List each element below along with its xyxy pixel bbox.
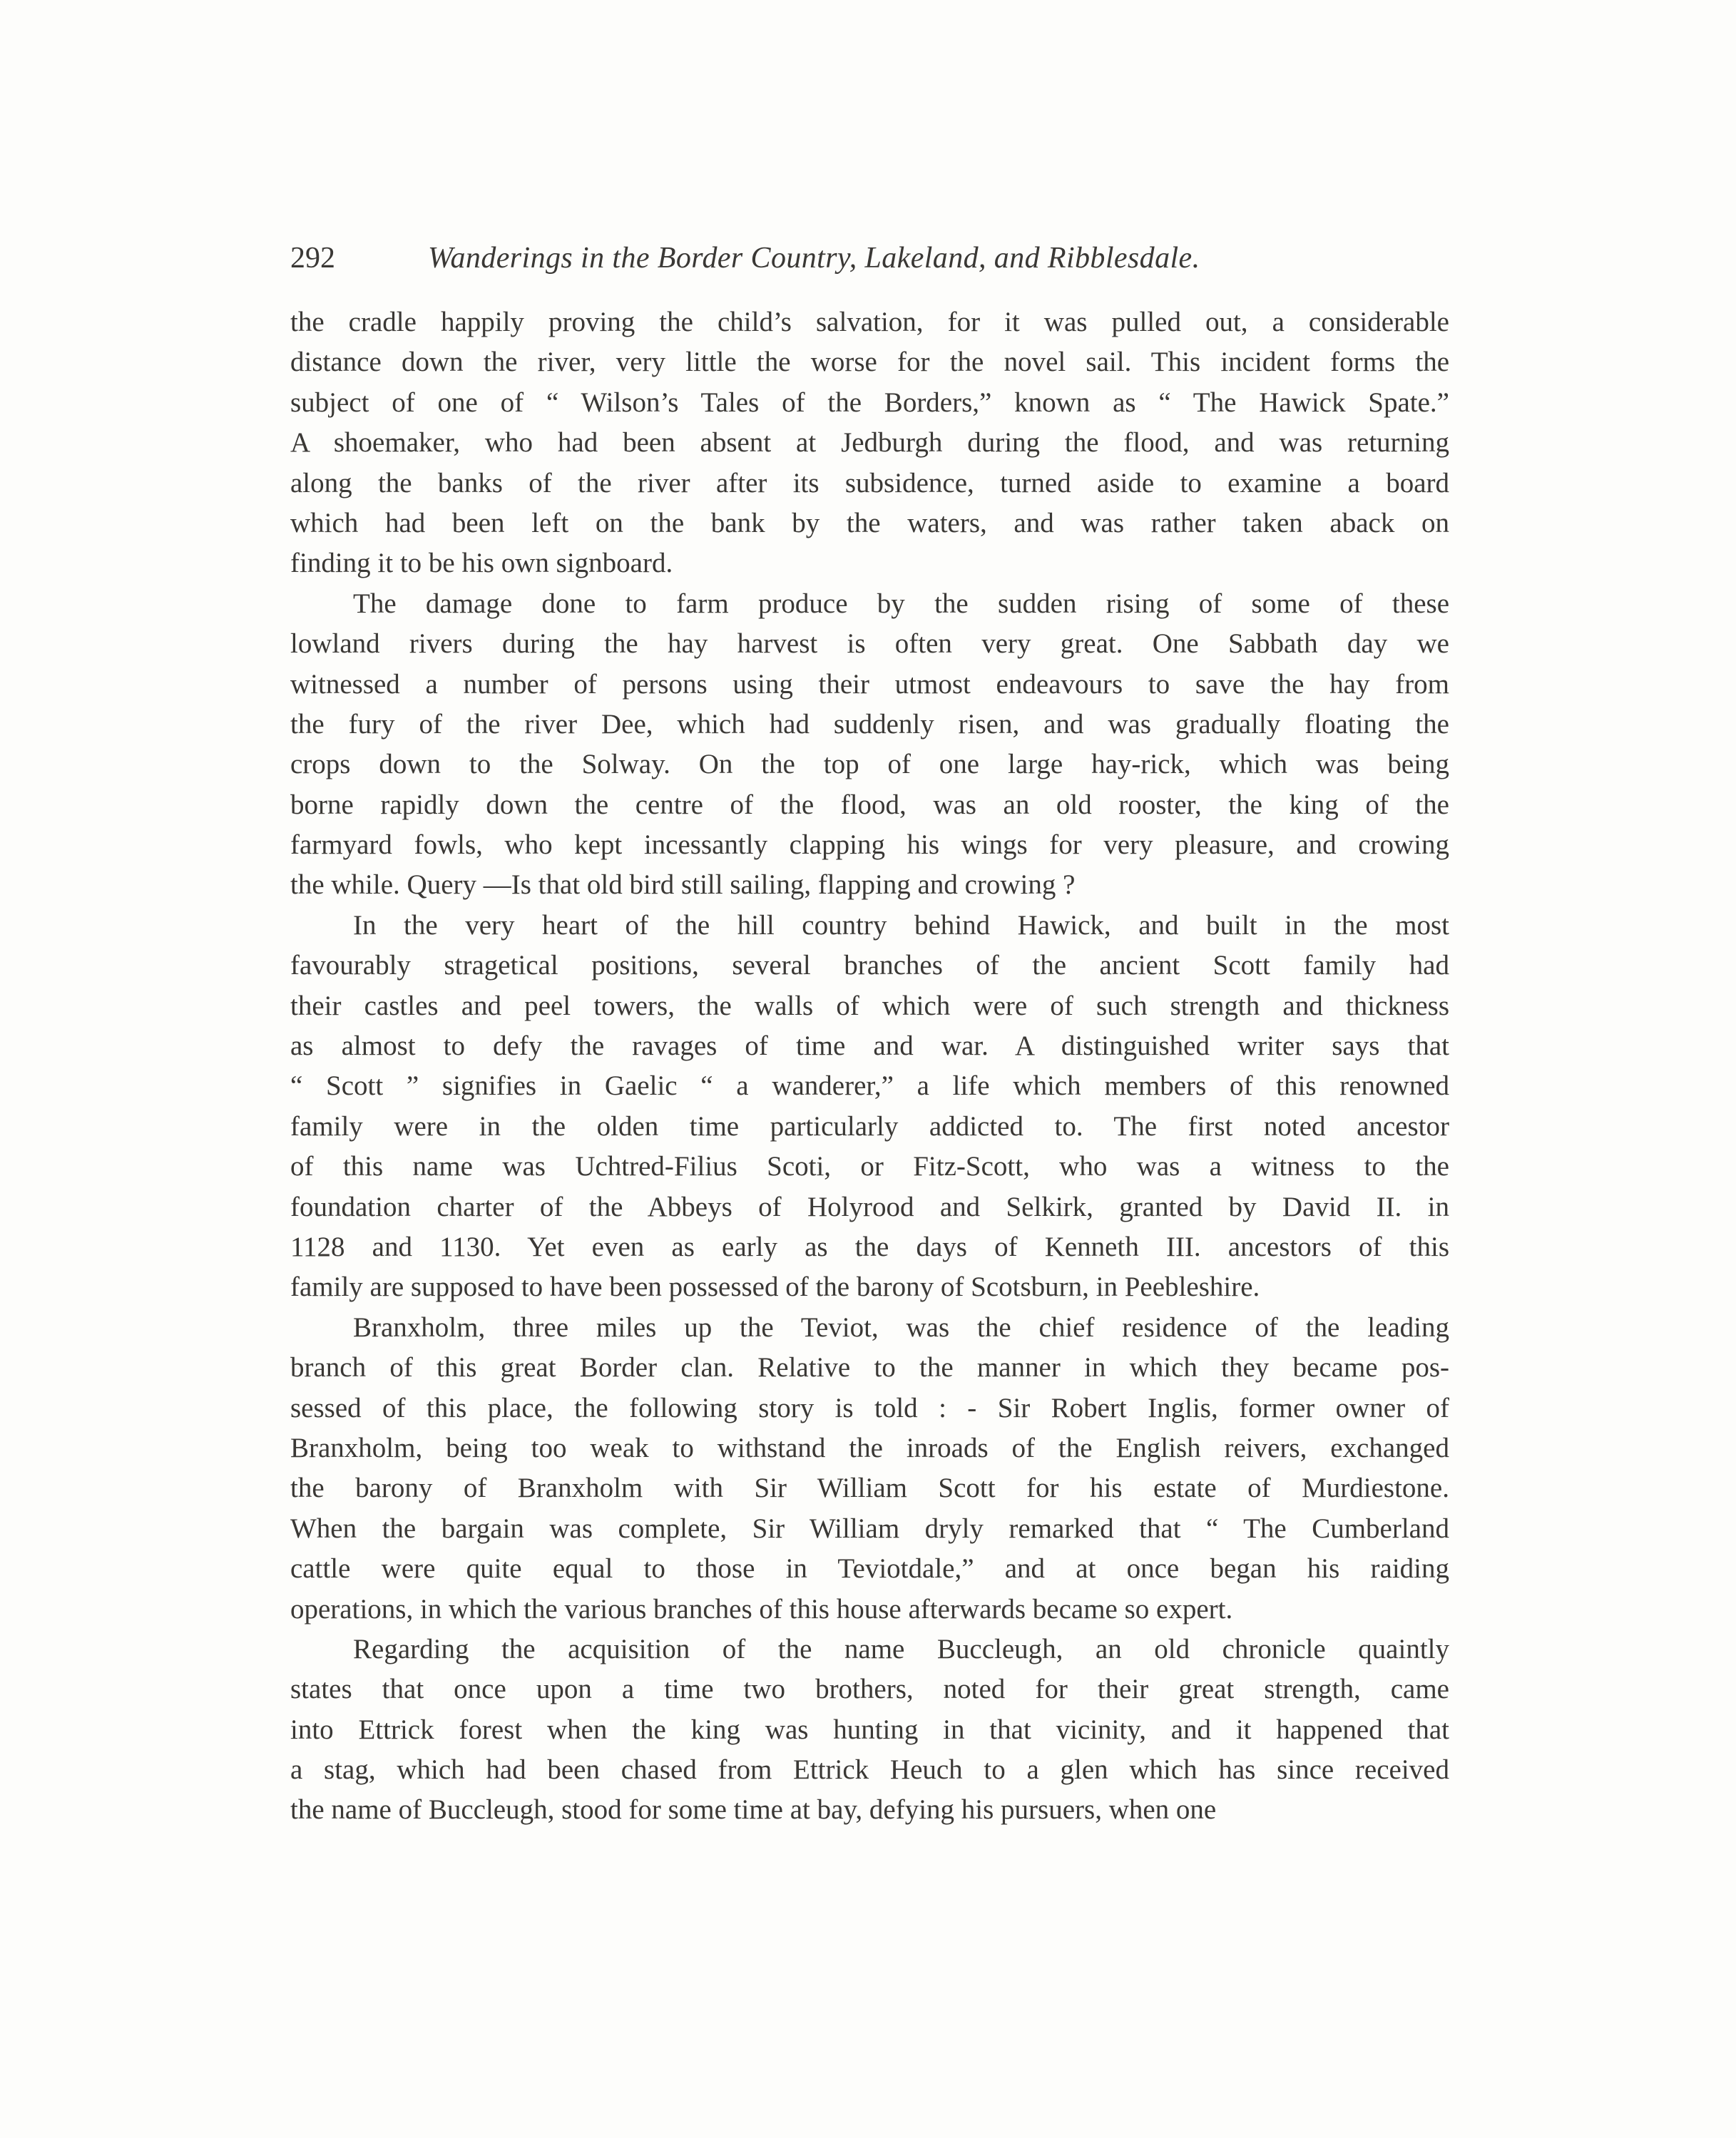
text-line: the while. Query —Is that old bird still sailing, flapping and crowing ? — [290, 869, 1076, 901]
text-line: borne rapidly down the centre of the flood, was an old rooster, the king of the — [290, 789, 1449, 820]
text-line: cattle were quite equal to those in Teviotdale,” and at once began his raiding — [290, 1553, 1449, 1585]
text-line: the fury of the river Dee, which had suddenly risen, and was gradually floating the — [290, 708, 1449, 740]
text-line: of this name was Uchtred-Filius Scoti, or Fitz-Scott, who was a witness to the — [290, 1151, 1449, 1182]
running-head — [290, 238, 1449, 278]
text-line: along the banks of the river after its subsidence, turned aside to examine a board — [290, 467, 1449, 498]
text-line: their castles and peel towers, the walls of which were of such strength and thickness — [290, 990, 1449, 1021]
paragraph — [290, 906, 1449, 1308]
body-text — [290, 302, 1449, 1831]
page-number: 292 — [290, 242, 335, 275]
text-line: crops down to the Solway. On the top of one large hay-rick, which was being — [290, 749, 1449, 780]
text-line: operations, in which the various branches of this house afterwards became so expert. — [290, 1593, 1233, 1625]
text-line: subject of one of “ Wilson’s Tales of the Borders,” known as “ The Hawick Spate.” — [290, 387, 1449, 418]
text-line: A shoemaker, who had been absent at Jedburgh during the flood, and was returning — [290, 427, 1449, 459]
text-line: lowland rivers during the hay harvest is often very great. One Sabbath day we — [290, 628, 1449, 660]
text-line: finding it to be his own signboard. — [290, 548, 673, 579]
text-line: sessed of this place, the following story is told : - Sir Robert Inglis, former owner of — [290, 1392, 1449, 1423]
text-line: family were in the olden time particularly addicted to. The first noted ancestor — [290, 1110, 1449, 1142]
text-line: Branxholm, three miles up the Teviot, was the chief residence of the leading — [353, 1311, 1449, 1343]
text-line: foundation charter of the Abbeys of Holyrood and Selkirk, granted by David II. in — [290, 1191, 1449, 1222]
text-line: witnessed a number of persons using their utmost endeavours to save the hay from — [290, 668, 1449, 700]
text-line: 1128 and 1130. Yet even as early as the days of Kenneth III. ancestors of this — [290, 1231, 1449, 1262]
text-line: The damage done to farm produce by the sudden rising of some of these — [353, 588, 1449, 619]
paragraph — [290, 302, 1449, 584]
text-line: When the bargain was complete, Sir William dryly remarked that “ The Cumberland — [290, 1513, 1449, 1544]
text-line: branch of this great Border clan. Relative to the manner in which they became pos- — [290, 1352, 1449, 1383]
text-line: favourably stragetical positions, several branches of the ancient Scott family had — [290, 950, 1449, 981]
text-line: In the very heart of the hill country behind Hawick, and built in the most — [353, 909, 1449, 941]
text-line: farmyard fowls, who kept incessantly clapping his wings for very pleasure, and crowing — [290, 829, 1449, 861]
text-line: the cradle happily proving the child’s salvation, for it was pulled out, a considerable — [290, 307, 1449, 337]
paragraph — [290, 1630, 1449, 1831]
running-title: Wanderings in the Border Country, Lakeland, and Ribblesdale. — [428, 242, 1200, 275]
text-line: family are supposed to have been possessed of the barony of Scotsburn, in Peebleshire. — [290, 1272, 1260, 1303]
text-line: Branxholm, being too weak to withstand the inroads of the English reivers, exchanged — [290, 1432, 1449, 1463]
text-line: which had been left on the bank by the waters, and was rather taken aback on — [290, 507, 1449, 538]
paragraph — [290, 1308, 1449, 1630]
text-line: into Ettrick forest when the king was hunting in that vicinity, and it happened that — [290, 1714, 1449, 1745]
text-line: a stag, which had been chased from Ettrick Heuch to a glen which has since received — [290, 1754, 1449, 1786]
paragraph — [290, 584, 1449, 906]
text-line: states that once upon a time two brothers, noted for their great strength, came — [290, 1674, 1449, 1705]
text-line: the barony of Branxholm with Sir William Scott for his estate of Murdiestone. — [290, 1473, 1449, 1504]
text-line: distance down the river, very little the worse for the novel sail. This incident forms the — [290, 347, 1449, 378]
text-line: Regarding the acquisition of the name Buccleugh, an old chronicle quaintly — [353, 1633, 1449, 1664]
text-line: the name of Buccleugh, stood for some time at bay, defying his pursuers, when one — [290, 1794, 1217, 1826]
text-line: as almost to defy the ravages of time and war. A distinguished writer says that — [290, 1030, 1449, 1062]
text-line: “ Scott ” signifies in Gaelic “ a wanderer,” a life which members of this renowned — [290, 1070, 1449, 1102]
